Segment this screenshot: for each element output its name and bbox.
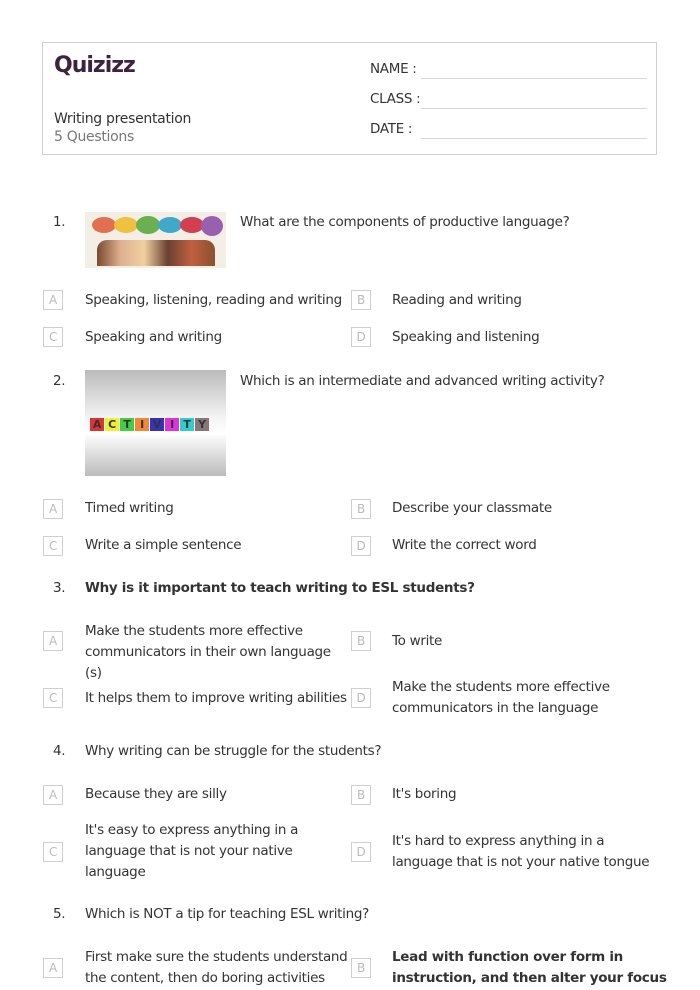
answer-option[interactable]: Lead with function over form in instruction, and then alter your focus <box>392 949 667 986</box>
class-field[interactable] <box>421 108 647 109</box>
option-letter-box[interactable]: C <box>43 327 63 347</box>
activity-tags-image <box>85 370 226 476</box>
quizizz-logo: Quizizz <box>54 53 135 78</box>
tag-letter: A <box>90 418 104 431</box>
question-text: Which is an intermediate and advanced writing activity? <box>240 373 605 389</box>
question-number: 4. <box>53 743 66 759</box>
option-letter-box[interactable]: B <box>351 499 371 519</box>
answer-option[interactable]: Describe your classmate <box>392 500 552 516</box>
answer-option[interactable]: Make the students more effective communicators in their own language (s) <box>85 623 331 681</box>
option-letter-box[interactable]: D <box>351 688 371 708</box>
answer-option[interactable]: Reading and writing <box>392 292 522 308</box>
question-number: 3. <box>53 580 66 596</box>
answer-option[interactable]: To write <box>392 633 443 649</box>
date-field[interactable] <box>421 138 647 139</box>
answer-option[interactable]: Because they are silly <box>85 786 227 802</box>
option-letter-box[interactable]: C <box>43 842 63 862</box>
option-letter-box[interactable]: D <box>351 327 371 347</box>
tag-letter: I <box>165 418 179 431</box>
worksheet-header <box>42 42 657 155</box>
answer-option[interactable]: Make the students more effective communicators in the language <box>392 679 610 716</box>
option-letter-box[interactable]: A <box>43 785 63 805</box>
answer-option[interactable]: Timed writing <box>85 500 174 516</box>
question-text: Which is NOT a tip for teaching ESL writing? <box>85 906 369 922</box>
option-letter-box[interactable]: A <box>43 499 63 519</box>
answer-option[interactable]: First make sure the students understand the content, then do boring activities <box>85 949 348 986</box>
option-letter-box[interactable]: D <box>351 842 371 862</box>
tag-letter: C <box>105 418 119 431</box>
class-label: CLASS : <box>370 91 421 107</box>
answer-option[interactable]: It's easy to express anything in a language that is not your native language <box>85 822 299 880</box>
option-letter-box[interactable]: A <box>43 958 63 978</box>
tag-letter: Y <box>195 418 209 431</box>
question-text: Why is it important to teach writing to ESL students? <box>85 580 475 596</box>
name-label: NAME : <box>370 61 417 77</box>
question-number: 5. <box>53 906 66 922</box>
tag-letter: T <box>180 418 194 431</box>
option-letter-box[interactable]: C <box>43 688 63 708</box>
option-letter-box[interactable]: A <box>43 290 63 310</box>
answer-option[interactable]: It's boring <box>392 786 457 802</box>
option-letter-box[interactable]: B <box>351 631 371 651</box>
kids-speech-bubbles-image <box>85 212 226 268</box>
name-field[interactable] <box>421 78 647 79</box>
option-letter-box[interactable]: B <box>351 785 371 805</box>
question-number: 1. <box>53 214 66 230</box>
answer-option[interactable]: Speaking and writing <box>85 329 222 345</box>
option-letter-box[interactable]: B <box>351 958 371 978</box>
option-letter-box[interactable]: B <box>351 290 371 310</box>
tag-letter: V <box>150 418 164 431</box>
worksheet-title: Writing presentation <box>54 111 192 127</box>
question-number: 2. <box>53 373 66 389</box>
answer-option[interactable]: It's hard to express anything in a language that is not your native tongue <box>392 833 650 870</box>
option-letter-box[interactable]: C <box>43 536 63 556</box>
date-label: DATE : <box>370 121 413 137</box>
answer-option[interactable]: Write the correct word <box>392 537 537 553</box>
question-text: Why writing can be struggle for the students? <box>85 743 382 759</box>
tag-letter: I <box>135 418 149 431</box>
answer-option[interactable]: It helps them to improve writing abilities <box>85 690 347 706</box>
question-count: 5 Questions <box>54 129 134 145</box>
option-letter-box[interactable]: A <box>43 631 63 651</box>
option-letter-box[interactable]: D <box>351 536 371 556</box>
answer-option[interactable]: Speaking and listening <box>392 329 540 345</box>
question-text: What are the components of productive language? <box>240 214 570 230</box>
answer-option[interactable]: Speaking, listening, reading and writing <box>85 292 342 308</box>
tag-letter: T <box>120 418 134 431</box>
answer-option[interactable]: Write a simple sentence <box>85 537 242 553</box>
